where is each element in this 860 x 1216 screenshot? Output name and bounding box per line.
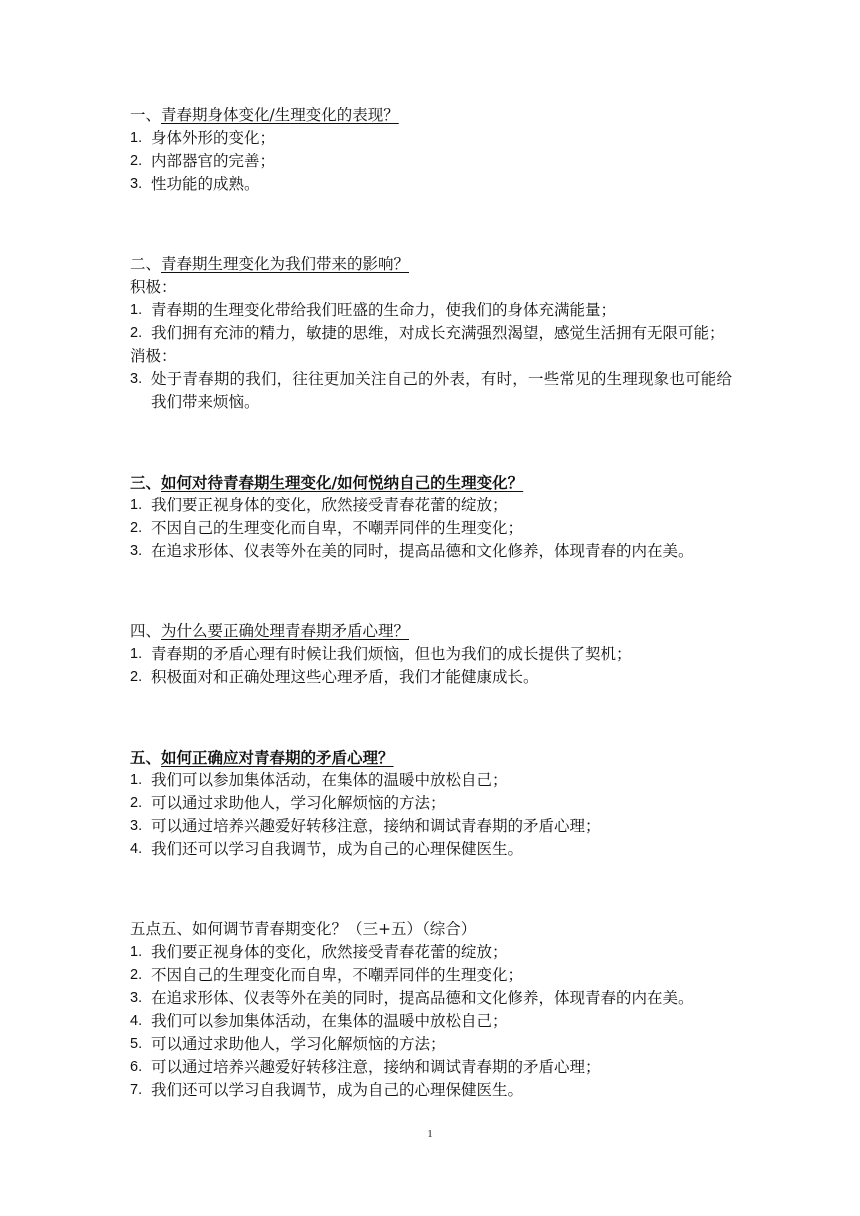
list-item-text: 处于青春期的我们，往往更加关注自己的外表，有时，一些常见的生理现象也可能给我们带来烦恼。 [151,370,732,411]
list-item [130,322,732,345]
list-item-text: 我们还可以学习自我调节，成为自己的心理保健医生。 [151,840,524,858]
list-item-text: 青春期的矛盾心理有时候让我们烦恼，但也为我们的成长提供了契机； [151,645,632,663]
list-item-text: 可以通过培养兴趣爱好转移注意，接纳和调试青春期的矛盾心理； [151,817,601,835]
section-spacer [130,414,732,471]
list-item-text: 我们要正视身体的变化，欣然接受青春花蕾的绽放； [151,943,508,961]
list-item-number: 1. [130,130,143,146]
list-item-text: 我们拥有充沛的精力，敏捷的思维，对成长充满强烈渴望，感觉生活拥有无限可能； [151,324,725,342]
list-item [130,517,732,540]
section-title: 如何对待青春期生理变化/如何悦纳自己的生理变化？ [161,473,524,492]
list-item-number: 4. [130,1013,143,1029]
list-item-number: 1. [130,646,143,662]
list-item-number: 1. [130,772,143,788]
list-item [130,1079,732,1102]
list-item [130,666,732,689]
list-item [130,769,732,792]
list-item [130,792,732,815]
list-item [130,173,732,196]
list-item-number: 1. [130,944,143,960]
list-item-number: 2. [130,153,143,169]
list-item [130,299,732,322]
section-heading [130,746,732,769]
list-item [130,368,732,414]
list-item [130,127,732,150]
section-spacer [130,563,732,620]
section-number: 二、 [130,255,162,273]
section-heading [130,918,732,941]
list-item-number: 3. [130,990,143,1006]
section-heading [130,620,732,643]
list-item-number: 6. [130,1059,143,1075]
list-item-number: 2. [130,795,143,811]
sub-label: 积极： [130,278,177,296]
list-item [130,1010,732,1033]
list-item-text: 在追求形体、仪表等外在美的同时，提高品德和文化修养，体现青春的内在美。 [151,542,694,560]
section-heading [130,104,732,127]
section-number: 五、 [130,748,162,767]
section-heading-text: 五点五、如何调节青春期变化？（三+五）（综合） [130,920,477,938]
section-heading [130,471,732,494]
list-item [130,964,732,987]
list-item-text: 性功能的成熟。 [151,175,260,193]
list-item-text: 可以通过求助他人，学习化解烦恼的方法； [151,1035,446,1053]
list-item-number: 4. [130,841,143,857]
list-item-number: 2. [130,520,143,536]
section [130,253,732,414]
section [130,620,732,689]
list-item-number: 2. [130,325,143,341]
list-item-number: 2. [130,669,143,685]
sub-label: 消极： [130,347,177,365]
section-title: 青春期生理变化为我们带来的影响？ [161,255,410,273]
section-title: 青春期身体变化/生理变化的表现？ [161,106,399,124]
section [130,471,732,563]
section-number: 一、 [130,106,162,124]
section [130,746,732,861]
list-item-number: 1. [130,302,143,318]
list-item-number: 3. [130,543,143,559]
list-item [130,1033,732,1056]
list-item [130,540,732,563]
list-item-text: 身体外形的变化； [151,129,276,147]
list-item [130,494,732,517]
list-item-number: 2. [130,967,143,983]
list-item-number: 7. [130,1082,143,1098]
list-item [130,815,732,838]
list-item [130,838,732,861]
page-number: 1 [427,1128,433,1140]
section-spacer [130,689,732,746]
list-item-text: 在追求形体、仪表等外在美的同时，提高品德和文化修养，体现青春的内在美。 [151,989,694,1007]
list-item-text: 可以通过求助他人，学习化解烦恼的方法； [151,794,446,812]
section-number: 四、 [130,622,162,640]
section-spacer [130,196,732,253]
document-body [130,104,732,1102]
list-item-number: 3. [130,818,143,834]
list-item-number: 1. [130,497,143,513]
list-item-text: 积极面对和正确处理这些心理矛盾，我们才能健康成长。 [151,668,539,686]
list-item-text: 可以通过培养兴趣爱好转移注意，接纳和调试青春期的矛盾心理； [151,1058,601,1076]
list-item-text: 不因自己的生理变化而自卑，不嘲弄同伴的生理变化； [151,519,524,537]
list-item [130,987,732,1010]
section [130,918,732,1102]
list-item-text: 我们要正视身体的变化，欣然接受青春花蕾的绽放； [151,496,508,514]
section [130,104,732,196]
section-title: 如何正确应对青春期的矛盾心理？ [161,748,394,767]
list-item [130,643,732,666]
section-spacer [130,861,732,918]
list-item [130,150,732,173]
list-item-text: 青春期的生理变化带给我们旺盛的生命力，使我们的身体充满能量； [151,301,617,319]
list-item-text: 我们可以参加集体活动，在集体的温暖中放松自己； [151,771,508,789]
list-item-text: 我们还可以学习自我调节，成为自己的心理保健医生。 [151,1081,524,1099]
list-item-text: 不因自己的生理变化而自卑，不嘲弄同伴的生理变化； [151,966,524,984]
section-number: 三、 [130,473,162,492]
section-heading [130,253,732,276]
list-item-text: 内部器官的完善； [151,152,276,170]
list-item-number: 3. [130,176,143,192]
list-item [130,1056,732,1079]
section-title: 为什么要正确处理青春期矛盾心理？ [161,622,410,640]
list-item [130,941,732,964]
list-item-text: 我们可以参加集体活动，在集体的温暖中放松自己； [151,1012,508,1030]
list-item-number: 5. [130,1036,143,1052]
list-item-number: 3. [130,371,143,387]
